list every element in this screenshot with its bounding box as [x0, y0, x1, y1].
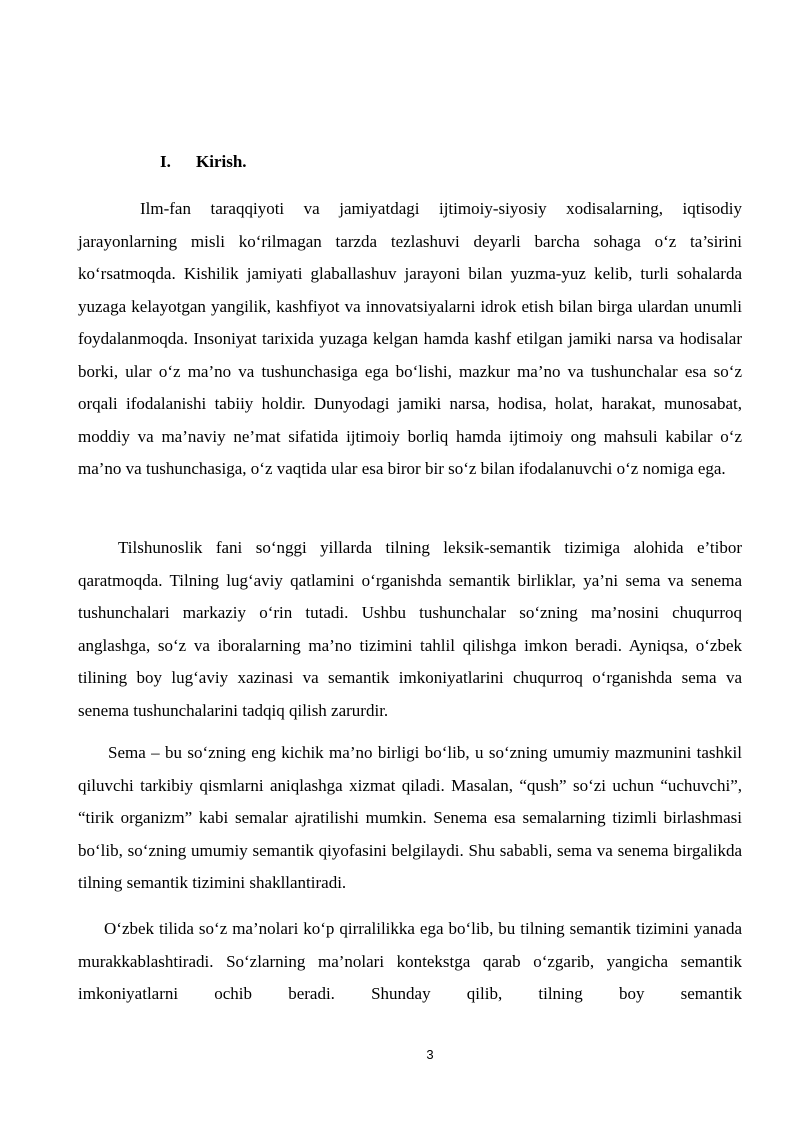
- page-number: 3: [426, 1047, 434, 1062]
- paragraph-uzbek-semantics: O‘zbek tilida so‘z ma’nolari ko‘p qirralilikka ega bo‘lib, bu tilning semantik tizimini yanada murakkablashtiradi. So‘zlarning ma’nolari kontekstga qarab o‘zgarib, yangicha semantik imkoniyatlarni ochib beradi. Shunday qilib, tilning boy semantik: [78, 919, 742, 1003]
- paragraph-linguistics: Tilshunoslik fani so‘nggi yillarda tilning leksik-semantik tizimiga alohida e’tibor qaratmoqda. Tilning lug‘aviy qatlamini o‘rganishda semantik birliklar, ya’ni sema va senema tushunchalari markaziy o‘rin tutadi. Ushbu tushunchalar so‘zning ma’nosini chuqurroq anglashga, so‘z va iboralarning ma’no tizimini tahlil qilishga imkon beradi. Ayniqsa, o‘zbek tilining boy lug‘aviy xazinasi va semantik imkoniyatlarini chuqurroq o‘rganishda sema va senema tushunchalarini tadqiq qilish zarurdir.: [78, 538, 742, 720]
- section-title: Kirish.: [196, 152, 247, 171]
- section-heading: [160, 152, 247, 172]
- section-number: I.: [160, 152, 171, 171]
- paragraph-sema-definition: Sema – bu so‘zning eng kichik ma’no birligi bo‘lib, u so‘zning umumiy mazmunini tashkil qiluvchi tarkibiy qismlarni aniqlashga xizmat qiladi. Masalan, “qush” so‘zi uchun “uchuvchi”, “tirik organizm” kabi semalar ajratilishi mumkin. Senema esa semalarning tizimli birlashmasi bo‘lib, so‘zning umumiy semantik qiyofasini belgilaydi. Shu sababli, sema va senema birgalikda tilning semantik tizimini shakllantiradi.: [78, 743, 742, 892]
- paragraph-introduction: Ilm-fan taraqqiyoti va jamiyatdagi ijtimoiy-siyosiy xodisalarning, iqtisodiy jarayonlarning misli ko‘rilmagan tarzda tezlashuvi deyarli barcha sohaga o‘z ta’sirini ko‘rsatmoqda. Kishilik jamiyati glaballashuv jarayoni bilan yuzma-yuz kelib, turli sohalarda yuzaga kelayotgan yangilik, kashfiyot va innovatsiyalarni idrok etish bilan birga ulardan unumli foydalanmoqda. Insoniyat tarixida yuzaga kelgan hamda kashf etilgan jamiki narsa va hodisalar borki, ular o‘z ma’no va tushunchasiga ega bo‘lishi, mazkur ma’no va tushunchalar esa so‘z orqali ifodalanishi tabiiy holdir. Dunyodagi jamiki narsa, hodisa, holat, harakat, munosabat, moddiy va ma’naviy ne’mat sifatida ijtimoiy borliq hamda ijtimoiy ong mahsuli kabilar o‘z ma’no va tushunchasiga, o‘z vaqtida ular esa biror bir so‘z bilan ifodalanuvchi o‘z nomiga ega.: [78, 199, 742, 478]
